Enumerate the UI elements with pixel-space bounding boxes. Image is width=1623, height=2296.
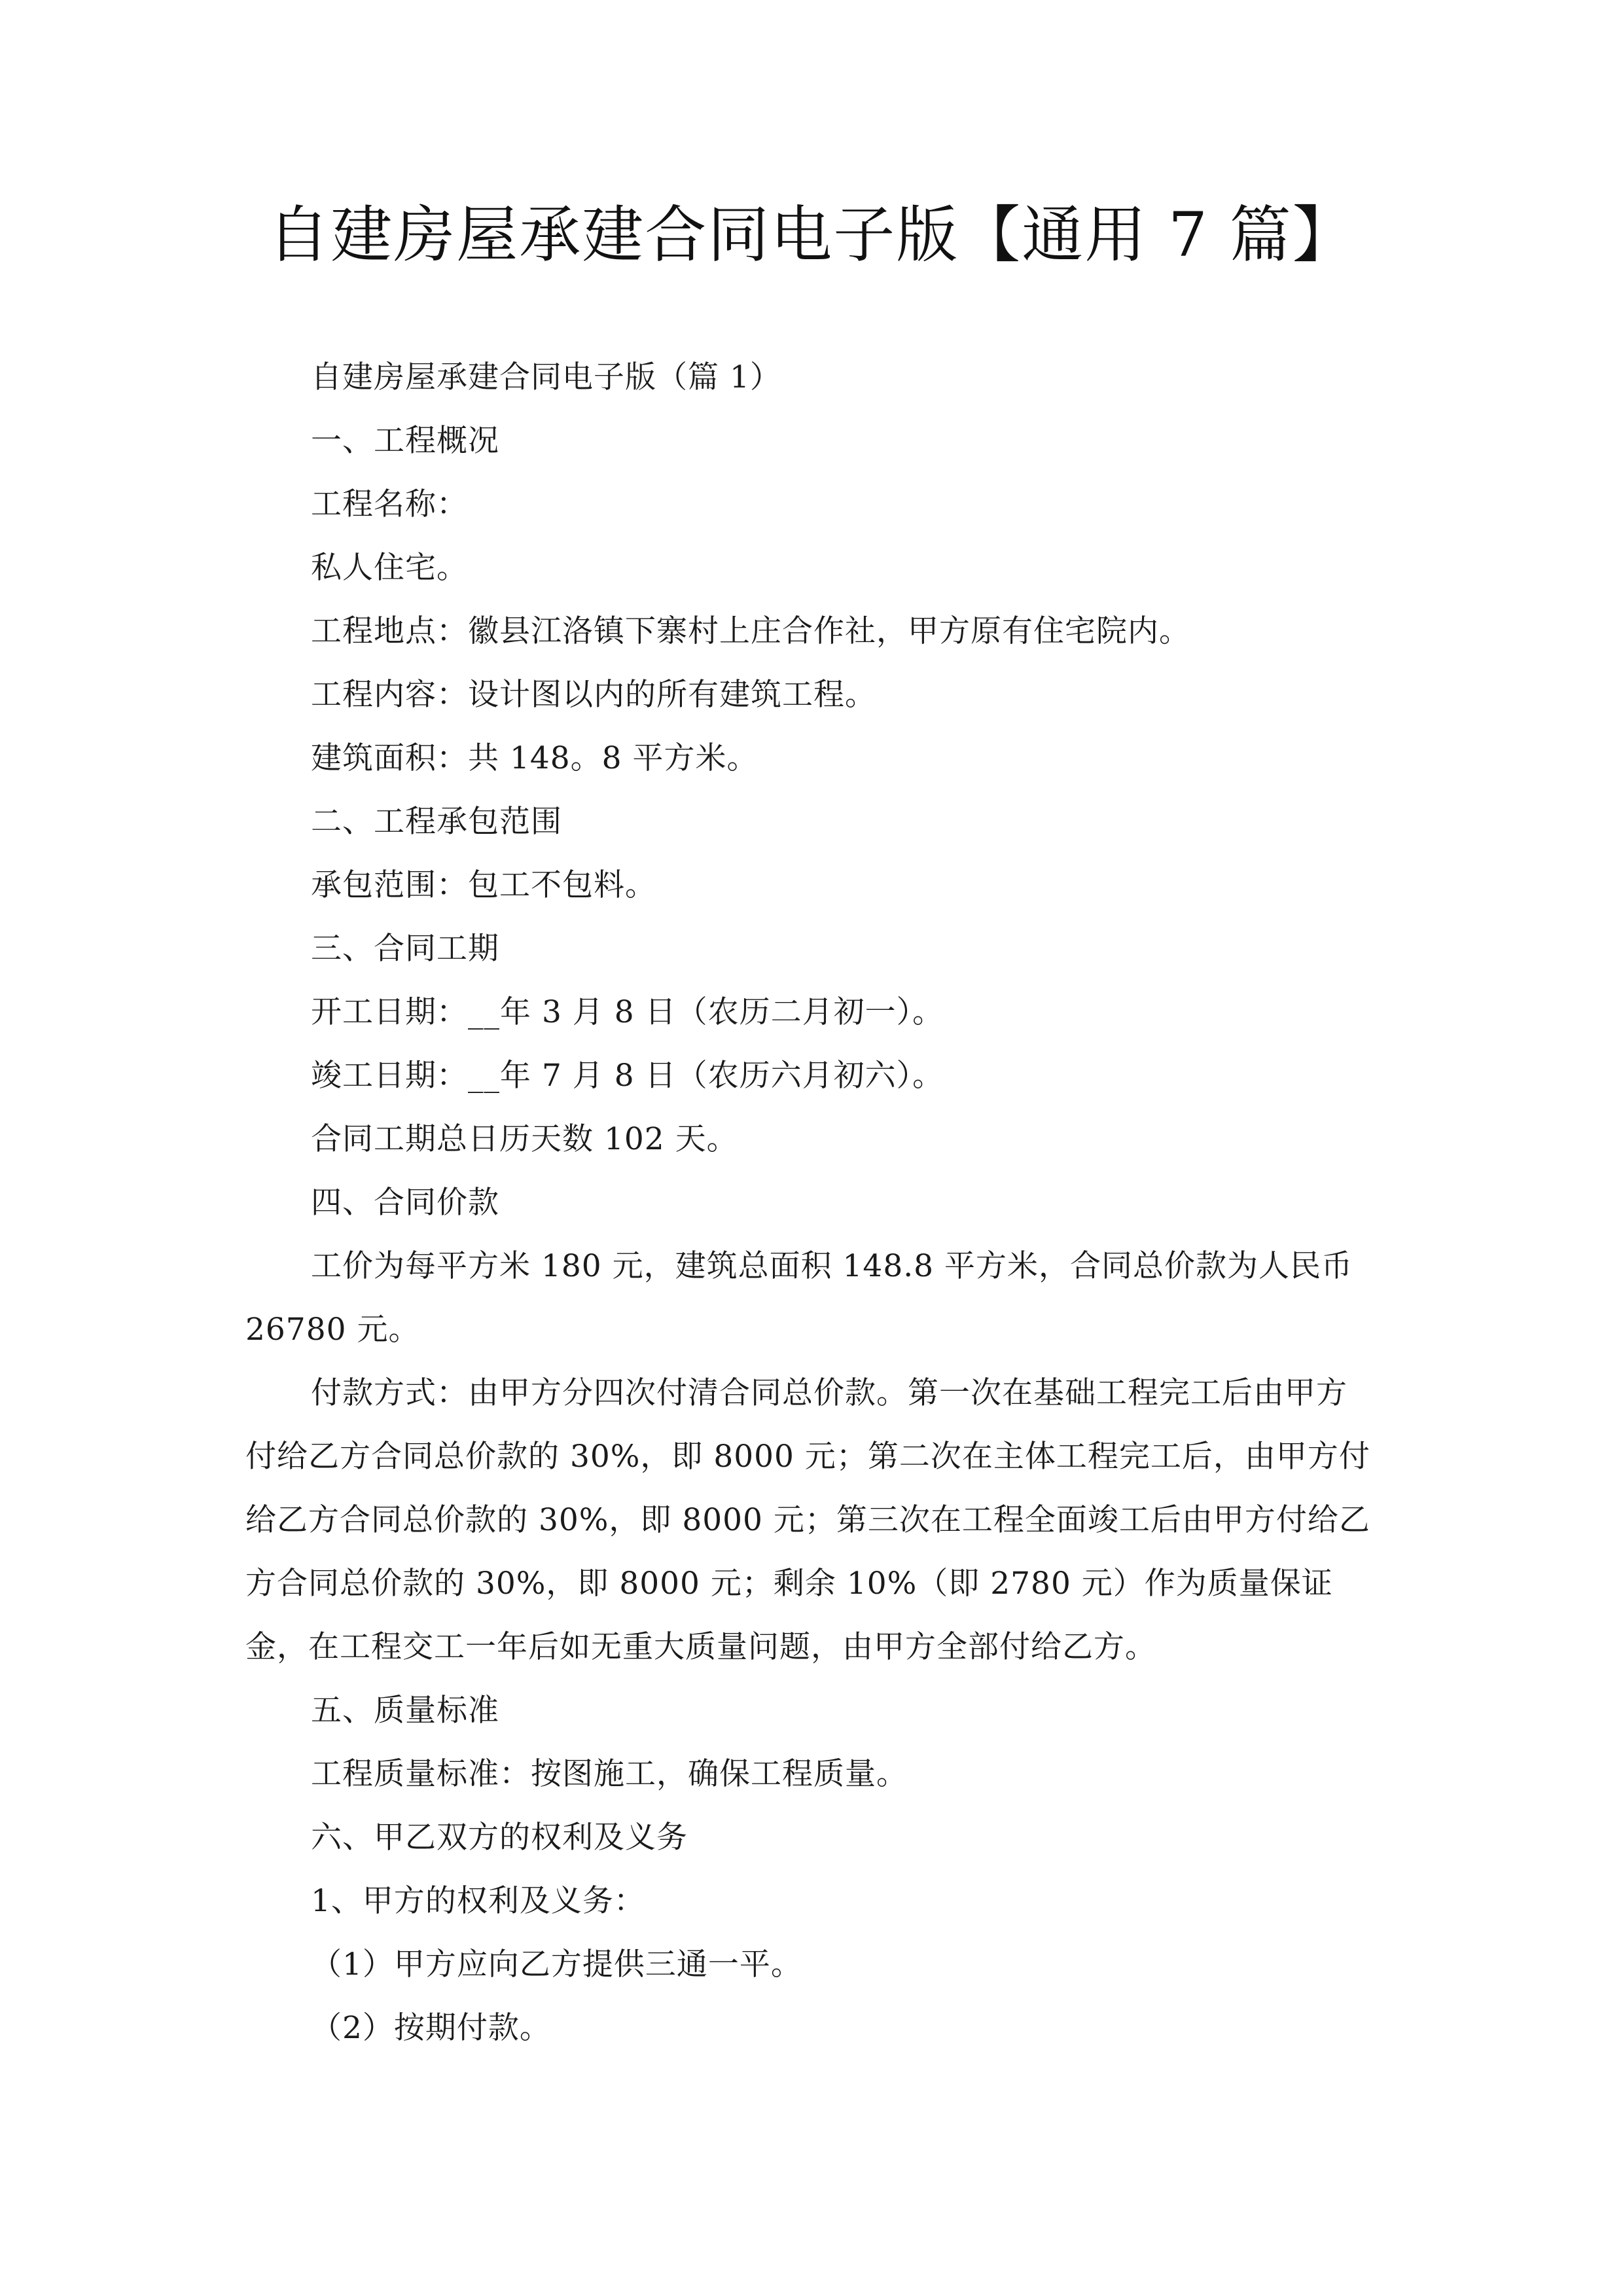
subtitle: 自建房屋承建合同电子版（篇 1）	[311, 359, 781, 395]
section1-heading: 一、工程概况	[311, 423, 499, 459]
quality-standard: 工程质量标准：按图施工，确保工程质量。	[311, 1756, 908, 1792]
section2-heading: 二、工程承包范围	[311, 804, 562, 840]
project-name-value: 私人住宅。	[311, 550, 468, 586]
party-a-item-1: （1）甲方应向乙方提供三通一平。	[311, 1946, 802, 1982]
project-area: 建筑面积：共 148。8 平方米。	[311, 740, 758, 776]
project-location: 工程地点：徽县江洛镇下寨村上庄合作社，甲方原有住宅院内。	[311, 613, 1190, 649]
project-name-label: 工程名称：	[311, 486, 468, 522]
section4-heading: 四、合同价款	[311, 1185, 499, 1221]
end-date: 竣工日期：__年 7 月 8 日（农历六月初六）。	[311, 1058, 944, 1094]
payment-paragraph: 付款方式：由甲方分四次付清合同总价款。第一次在基础工程完工后由甲方付给乙方合同总价款的 30%，即 8000 元；第二次在主体工程完工后，由甲方付给乙方合同总价款的 30%，即 8000 元；第三次在工程全面竣工后由甲方付给乙方合同总价款的 30%，即 8000 元；剩余 10%（即 2780 元）作为质量保证金，在工程交工一年后如无重大质量问题，由甲方全部付给乙方。	[245, 1375, 1370, 1665]
document-body	[245, 346, 1378, 2060]
document-title: 自建房屋承建合同电子版【通用 7 篇】	[268, 200, 1355, 271]
start-date: 开工日期：__年 3 月 8 日（农历二月初一）。	[311, 994, 944, 1030]
section6-heading: 六、甲乙双方的权利及义务	[311, 1820, 688, 1856]
project-content: 工程内容：设计图以内的所有建筑工程。	[311, 677, 876, 713]
section3-heading: 三、合同工期	[311, 931, 499, 967]
party-a-heading: 1、甲方的权利及义务：	[311, 1883, 645, 1919]
party-a-item-2: （2）按期付款。	[311, 2010, 551, 2046]
contract-scope: 承包范围：包工不包料。	[311, 867, 656, 903]
section5-heading: 五、质量标准	[311, 1693, 499, 1729]
total-days: 合同工期总日历天数 102 天。	[311, 1121, 738, 1157]
price-paragraph: 工价为每平方米 180 元，建筑总面积 148.8 平方米，合同总价款为人民币 26780 元。	[245, 1248, 1353, 1348]
